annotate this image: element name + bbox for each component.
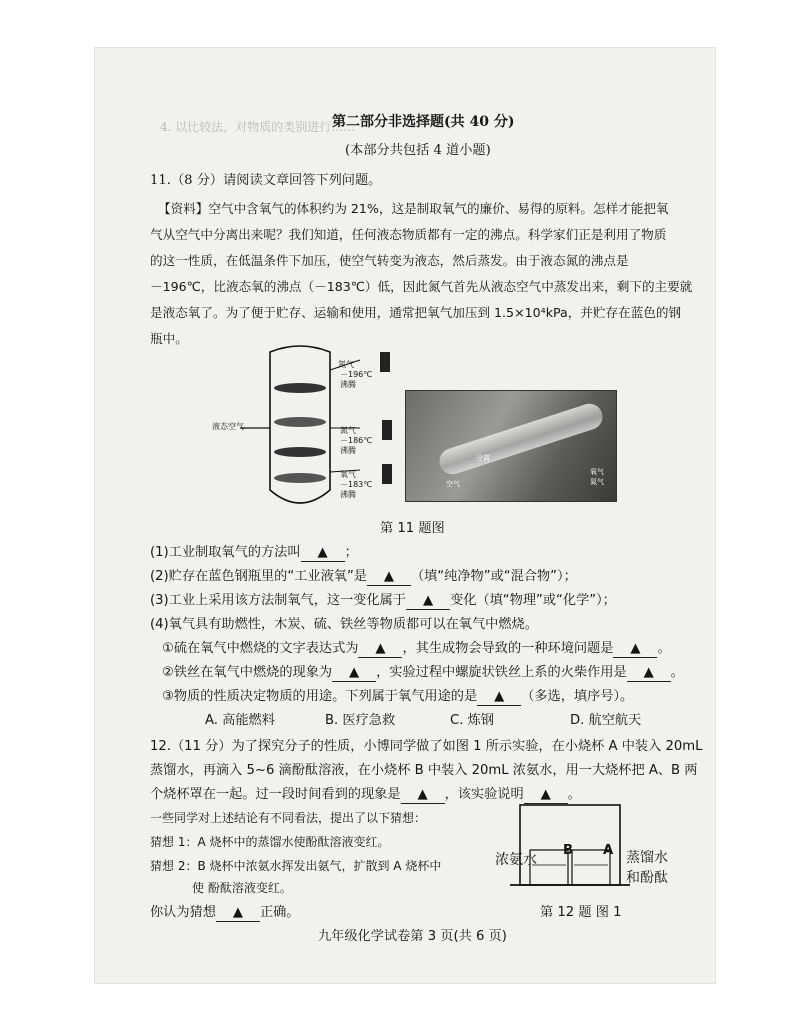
q11-para-6: 瓶中。: [150, 331, 188, 346]
q12-guess-2b: 使 酚酞溶液变红。: [192, 881, 292, 895]
fig11-o2-temp: －183℃: [340, 480, 373, 489]
answer-blank[interactable]: ▲: [367, 568, 411, 586]
fig11-n2-top-temp: －196℃: [340, 370, 373, 379]
answer-blank[interactable]: ▲: [406, 592, 450, 610]
part-subtitle: (本部分共包括 4 道小题): [345, 143, 491, 158]
fig11-n2-mid: 氮气: [340, 426, 356, 435]
fig11-n2-mid-temp: －186℃: [340, 436, 373, 445]
fig11-n2-top-boil: 沸腾: [340, 380, 356, 389]
photo-o2-label: 氧气: [590, 468, 604, 476]
fig11-caption: 第 11 题图: [380, 521, 445, 536]
answer-blank[interactable]: ▲: [216, 904, 260, 922]
fig11-o2: 氧气: [340, 470, 356, 479]
answer-blank[interactable]: ▲: [627, 664, 671, 682]
answer-blank[interactable]: ▲: [301, 544, 345, 562]
q11-item-3: (3)工业上采用该方法制氧气，这一变化属于 ▲ 变化（填“物理”或“化学”）；: [150, 593, 616, 608]
q11-para-3: 的这一性质，在低温条件下加压，使空气转变为液态，然后蒸发。由于液态氮的沸点是: [150, 253, 629, 268]
q11-para-1: 【资料】空气中含氧气的体积约为 21%，这是制取氧气的廉价、易得的原料。怎样才能把氧: [158, 201, 669, 216]
q12-doubt: 一些同学对上述结论有不同看法，提出了以下猜想：: [150, 811, 427, 825]
answer-blank[interactable]: ▲: [477, 688, 521, 706]
fig12-phenol-label: 和酚酞: [626, 870, 668, 886]
q11-item-1: (1)工业制取氧气的方法叫 ▲ ；: [150, 545, 358, 560]
fig12-a-label: A: [603, 843, 614, 858]
q12-line-2: 蒸馏水，再滴入 5~6 滴酚酞溶液，在小烧杯 B 中装入 20mL 浓氨水，用一大烧杯把 A、B 两: [150, 763, 698, 778]
fig12-b-label: B: [563, 843, 574, 858]
answer-blank[interactable]: ▲: [401, 786, 445, 804]
q11-sub-3: ③物质的性质决定物质的用途。下列属于氧气用途的是 ▲ （多选，填序号）。: [162, 689, 634, 704]
option-d: D. 航空航天: [570, 713, 642, 728]
photo-n2-label: 氮气: [590, 478, 604, 486]
membrane-tube: [436, 400, 606, 477]
answer-blank[interactable]: ▲: [332, 664, 376, 682]
photo-air-label: 空气: [446, 480, 460, 488]
q12-guess-2a: 猜想 2：B 烧杯中浓氨水挥发出氨气，扩散到 A 烧杯中: [150, 859, 442, 873]
q11-item-4: (4)氧气具有助燃性，木炭、硫、铁丝等物质都可以在氧气中燃烧。: [150, 617, 538, 632]
q11-item-2: (2)贮存在蓝色钢瓶里的“工业液氧”是 ▲ （填“纯净物”或“混合物”）；: [150, 569, 577, 584]
fig11-o2-boil: 沸腾: [340, 490, 356, 499]
page-footer: 九年级化学试卷第 3 页(共 6 页): [318, 929, 507, 944]
fig11-n2-mid-boil: 沸腾: [340, 446, 356, 455]
q11-sub-2: ②铁丝在氧气中燃烧的现象为 ▲ ，实验过程中螺旋状铁丝上系的火柴作用是 ▲ 。: [162, 665, 684, 680]
answer-blank[interactable]: ▲: [613, 640, 657, 658]
fig12-caption: 第 12 题 图 1: [540, 905, 622, 920]
q11-sub-1: ①硫在氧气中燃烧的文字表达式为 ▲ ，其生成物会导致的一种环境问题是 ▲ 。: [162, 641, 671, 656]
answer-blank[interactable]: ▲: [524, 786, 568, 804]
q12-line-3: 个烧杯罩在一起。过一段时间看到的现象是 ▲ ，该实验说明 ▲ 。: [150, 787, 581, 802]
option-c: C. 炼钢: [450, 713, 494, 728]
option-a: A. 高能燃料: [205, 713, 275, 728]
part-title: 第二部分非选择题(共 40 分): [332, 114, 515, 130]
answer-blank[interactable]: ▲: [358, 640, 402, 658]
q12-line-1: 12.（11 分）为了探究分子的性质，小博同学做了如图 1 所示实验，在小烧杯 A 中装入 20mL: [150, 739, 703, 754]
q11-para-5: 是液态氧了。为了便于贮存、运输和使用，通常把氧气加压到 1.5×10⁴kPa，并贮存在蓝色的钢: [150, 305, 682, 320]
bleed-through-text: 4. 以比较法，对物质的类别进行……: [160, 120, 356, 134]
fig11-n2-top: 氮气: [338, 360, 354, 369]
q11-para-2: 气从空气中分离出来呢？我们知道，任何液态物质都有一定的沸点。科学家们正是利用了物质: [150, 227, 667, 242]
q11-stem: 11.（8 分）请阅读文章回答下列问题。: [150, 173, 382, 188]
option-b: B. 医疗急救: [325, 713, 396, 728]
q12-think: 你认为猜想 ▲ 正确。: [150, 905, 300, 920]
q11-para-4: －196℃，比液态氧的沸点（－183℃）低，因此氮气首先从液态空气中蒸发出来，剩下的主要就: [150, 279, 693, 294]
fig12-water-label: 蒸馏水: [626, 850, 668, 866]
fig12-ammonia-label: 浓氨水: [495, 852, 537, 868]
q12-guess-1: 猜想 1：A 烧杯中的蒸馏水使酚酞溶液变红。: [150, 835, 390, 849]
fig11-inlet-label: 液态空气: [212, 422, 244, 431]
photo-sep-label: 分离: [476, 454, 490, 462]
membrane-separation-photo: [405, 390, 617, 502]
